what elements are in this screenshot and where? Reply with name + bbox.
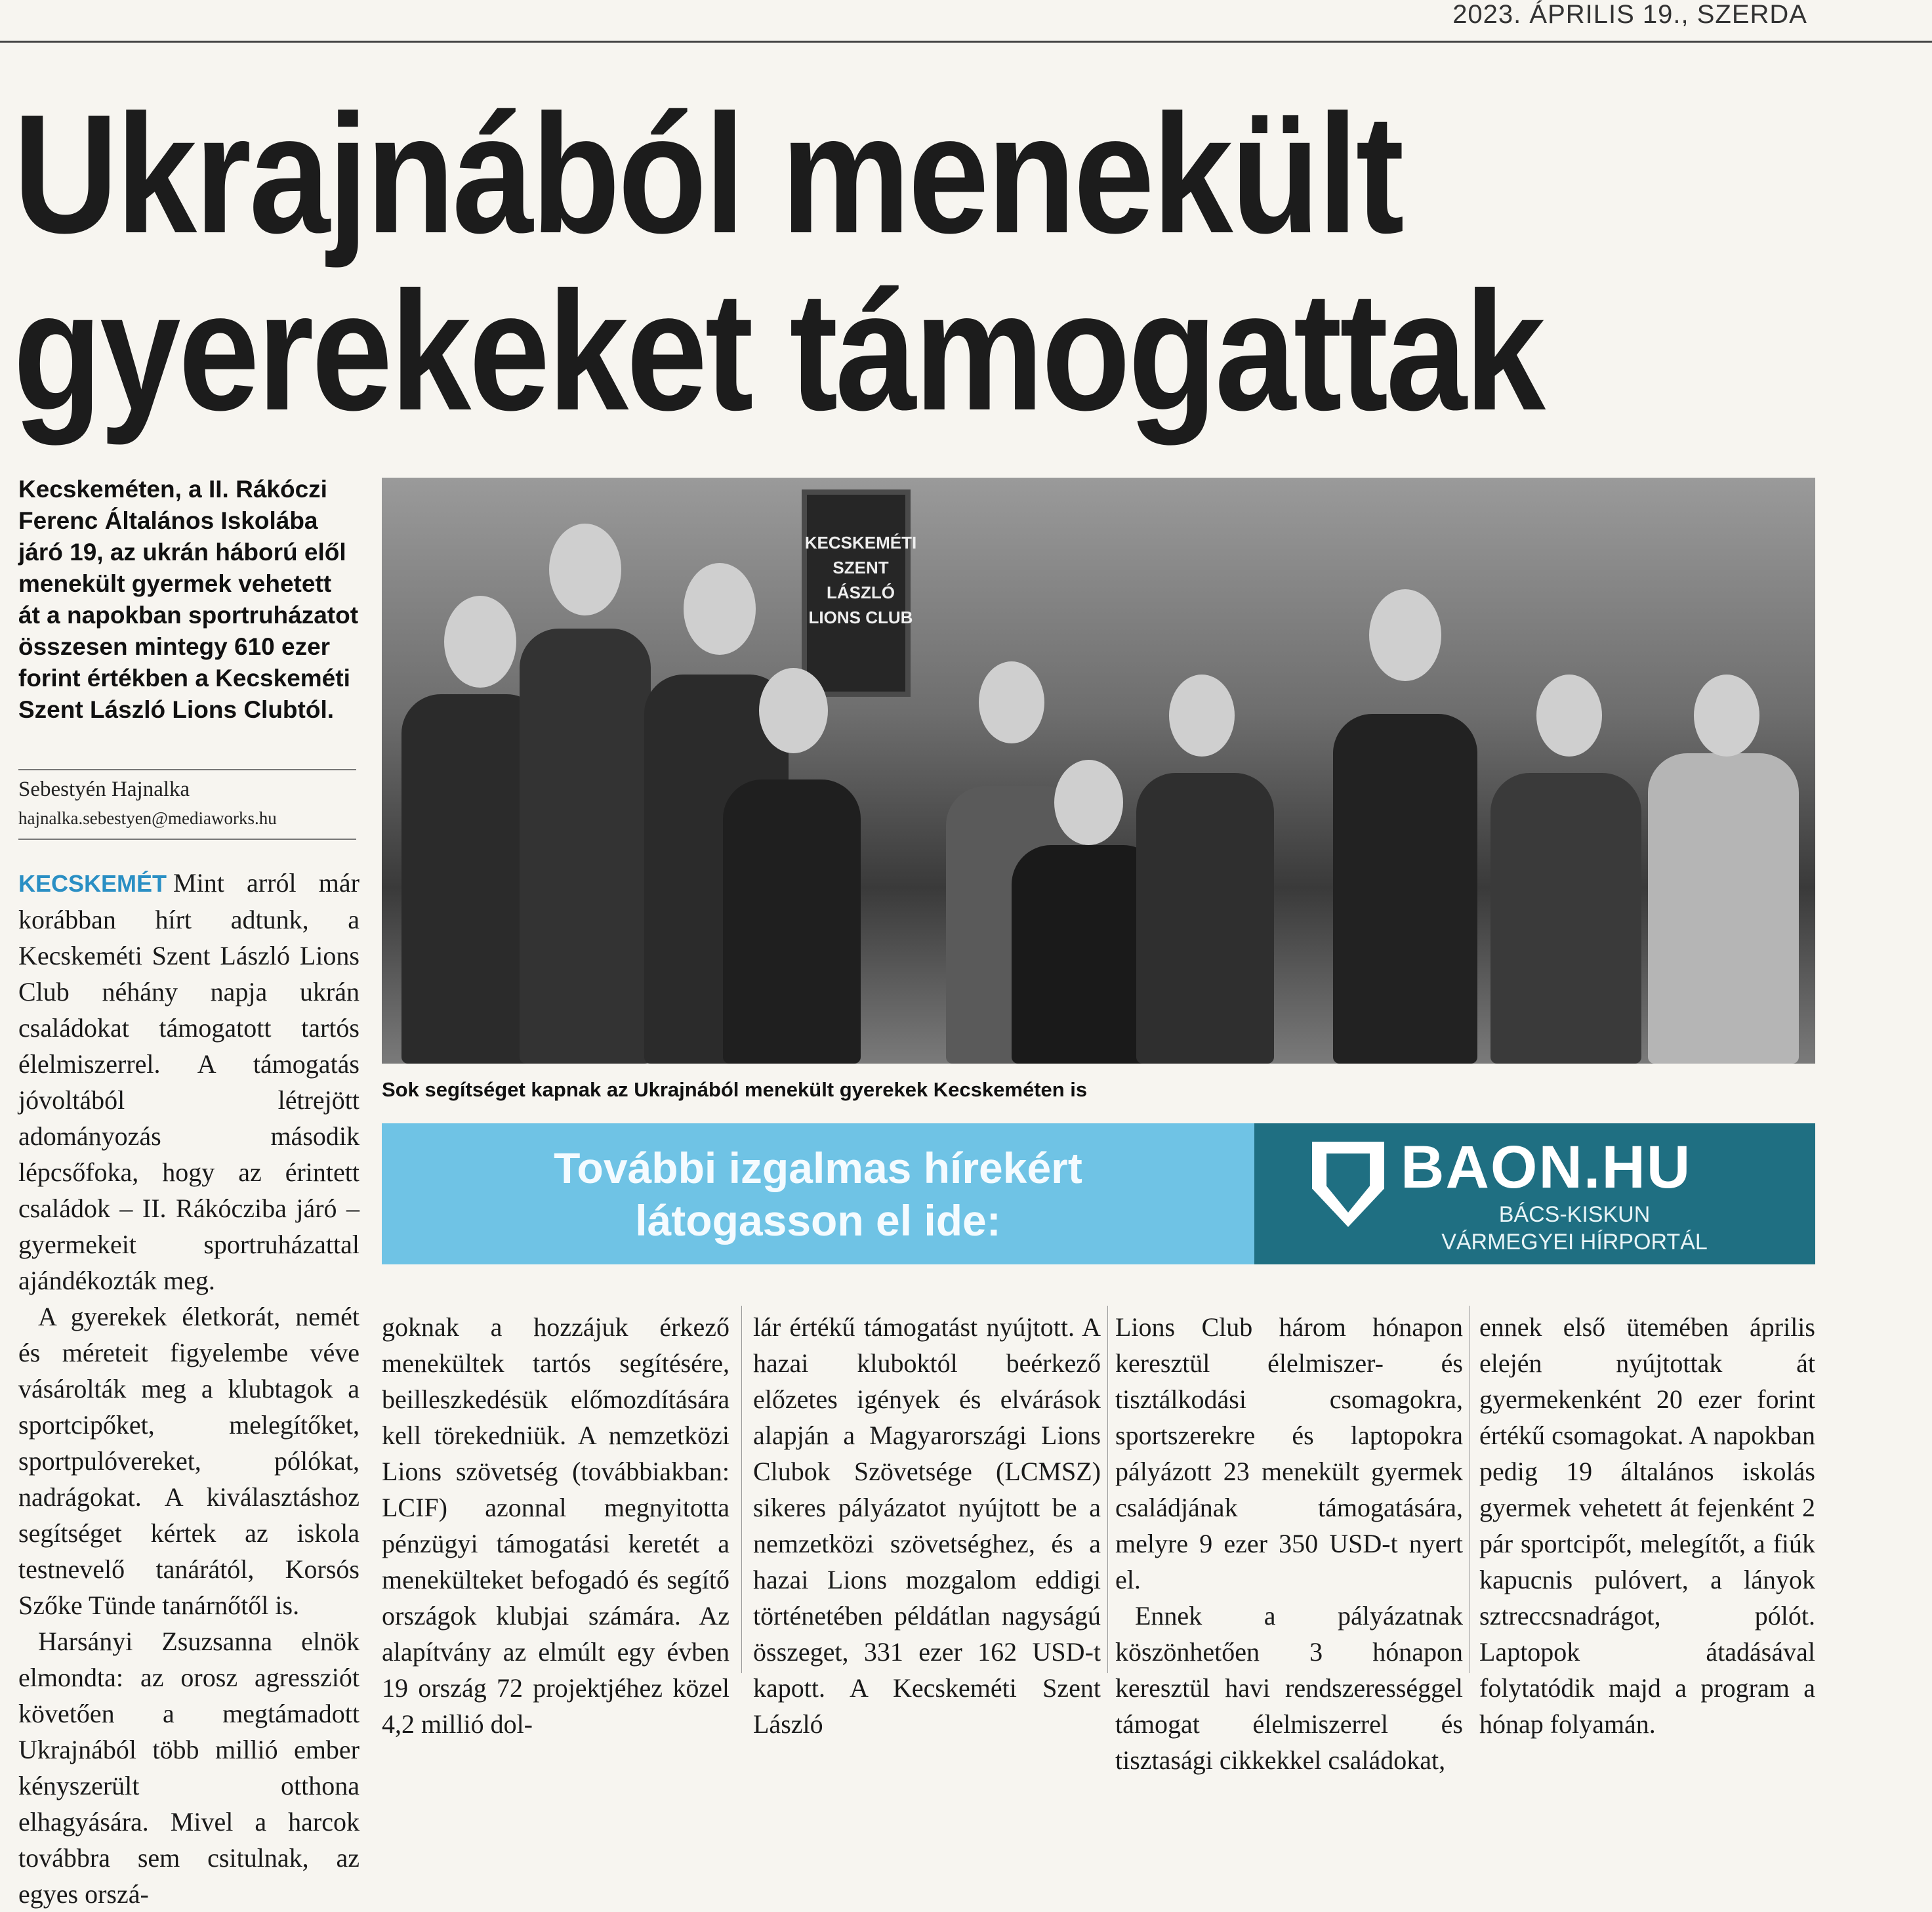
child-head bbox=[759, 668, 828, 753]
article-paragraph bbox=[18, 865, 360, 1299]
child-head bbox=[444, 596, 516, 688]
brand-subtitle-line: BÁCS-KISKUN bbox=[1498, 1202, 1651, 1227]
article-column-3 bbox=[753, 1309, 1101, 1739]
promo-line-1: További izgalmas hírekért bbox=[554, 1144, 1082, 1192]
header-rule bbox=[0, 41, 1932, 43]
article-paragraph: ennek első ütemében április elején nyújtottak át gyermekenként 20 ezer forint értékű csomagokat. A napokban pedig 19 általános iskolás gyermek vehetett át fejenként 2 pár sportcipőt, melegítőt, a fiúk kapucnis pulóvert, a lányok sztreccsnadrágot, pólót. Laptopok átadásával folytatódik majd a program a hónap folyamán. bbox=[1479, 1312, 1815, 1739]
child-head bbox=[684, 563, 756, 655]
child-head bbox=[979, 661, 1044, 743]
sign-line: SZENT LÁSZLÓ bbox=[827, 558, 895, 602]
child-head bbox=[1169, 675, 1235, 757]
paragraph-text: Mint arról már korábban hírt adtunk, a Kecskeméti Szent László Lions Club néhány napja ukrán családokat támogatott tartós élelmiszerrel. A támogatás jóvoltából létrejött adományozás második lépcsőfoka, hogy az érintett családok – II. Rákócziba járó – gyermekeit sportruházattal ajándékozták meg. bbox=[18, 868, 360, 1295]
child-figure bbox=[1490, 773, 1641, 1064]
article-paragraph: A gyerekek életkorát, nemét és méreteit figyelembe véve vásárolták meg a klubtagok a sportcipőket, melegítőket, sportpulóvereket, pólókat, nadrágokat. A kiválasztáshoz segítséget kértek az iskola testnevelő tanárától, Korsós Szőke Tünde tanárnőtől is. bbox=[18, 1302, 360, 1620]
article-paragraph: Lions Club három hónapon keresztül élelmiszer- és tisztálkodási csomagokra, sportszerekre és laptopokra pályázott 23 menekült gyermek családjának támogatására, melyre 9 ezer 350 USD-t nyert el. bbox=[1115, 1312, 1463, 1594]
child-figure bbox=[520, 629, 651, 1064]
column-divider bbox=[1107, 1306, 1108, 1673]
article-paragraph: lár értékű támogatást nyújtott. A hazai kluboktól beérkező előzetes igények és elvárások alapján a Magyarországi Lions Clubok Szövetsége (LCMSZ) sikeres pályázatot nyújtott be a nemzetközi szövetséghez, és a hazai Lions mozgalom eddigi történetében példátlan nagyságú összeget, 331 ezer 162 USD-t kapott. A Kecskeméti Szent László bbox=[753, 1312, 1101, 1739]
article-column-5 bbox=[1479, 1309, 1815, 1739]
promo-line-2: látogasson el ide: bbox=[635, 1196, 1001, 1245]
child-head bbox=[549, 524, 621, 615]
byline-rule-bottom bbox=[18, 839, 356, 840]
promo-banner-text bbox=[382, 1142, 1254, 1247]
child-figure bbox=[723, 779, 861, 1064]
byline-rule-top bbox=[18, 769, 356, 770]
author-email[interactable]: hajnalka.sebestyen@mediaworks.hu bbox=[18, 808, 277, 828]
author-name: Sebestyén Hajnalka bbox=[18, 778, 190, 801]
brand-name: BAON.HU bbox=[1401, 1134, 1692, 1201]
child-figure bbox=[1333, 714, 1477, 1064]
lions-club-sign-text bbox=[802, 530, 920, 630]
article-paragraph: Harsányi Zsuzsanna elnök elmondta: az orosz agressziót követően a megtámadott Ukrajnából több millió ember kényszerült otthona elhagyására. Mivel a harcok továbbra sem csitulnak, az egyes orszá- bbox=[18, 1627, 360, 1909]
headline-line-2: gyerekeket támogattak bbox=[13, 256, 1544, 446]
article-column-2 bbox=[382, 1309, 730, 1739]
child-head bbox=[1054, 760, 1123, 845]
headline bbox=[13, 79, 1559, 446]
group-photo bbox=[382, 478, 1815, 1064]
article-column-1 bbox=[18, 865, 360, 1909]
child-figure bbox=[1136, 773, 1274, 1064]
issue-date: 2023. ÁPRILIS 19., SZERDA bbox=[1452, 0, 1807, 29]
lead-paragraph: Kecskeméten, a II. Rákóczi Ferenc Általános Iskolába járó 19, az ukrán háború elől menekült gyermek vehetett át a napokban sportruházatot összesen mintegy 610 ezer forint értékben a Kecskeméti Szent László Lions Clubtól. bbox=[18, 476, 359, 723]
child-head bbox=[1694, 675, 1759, 757]
column-divider bbox=[741, 1306, 742, 1673]
photo-caption: Sok segítséget kapnak az Ukrajnából menekült gyerekek Kecskeméten is bbox=[382, 1078, 1088, 1101]
sign-line: KECSKEMÉTI bbox=[804, 533, 917, 552]
article-paragraph: Ennek a pályázatnak köszönhetően 3 hónapon keresztül havi rendszerességgel támogat élelmiszerrel és tisztasági cikkekkel családokat, bbox=[1115, 1601, 1463, 1775]
article-column-4 bbox=[1115, 1309, 1463, 1775]
child-head bbox=[1536, 675, 1602, 757]
headline-line-1: Ukrajnából menekült bbox=[13, 79, 1403, 268]
child-head bbox=[1369, 589, 1441, 681]
sign-line: LIONS CLUB bbox=[808, 608, 913, 627]
article-paragraph: goknak a hozzájuk érkező menekültek tartós segítésére, beilleszkedésük előmozdítására kell törekedniük. A nemzetközi Lions szövetség (továbbiakban: LCIF) azonnal megnyitotta pénzügyi támogatási keretét a menekülteket befogadó és segítő országok klubjai számára. Az alapítvány az elmúlt egy évben 19 ország 72 projektjéhez közel 4,2 millió dol- bbox=[382, 1312, 730, 1739]
child-figure bbox=[1648, 753, 1799, 1064]
dateline: KECSKEMÉT bbox=[18, 870, 167, 897]
brand-subtitle bbox=[1404, 1201, 1745, 1256]
brand-subtitle-line: VÁRMEGYEI HÍRPORTÁL bbox=[1441, 1230, 1708, 1255]
